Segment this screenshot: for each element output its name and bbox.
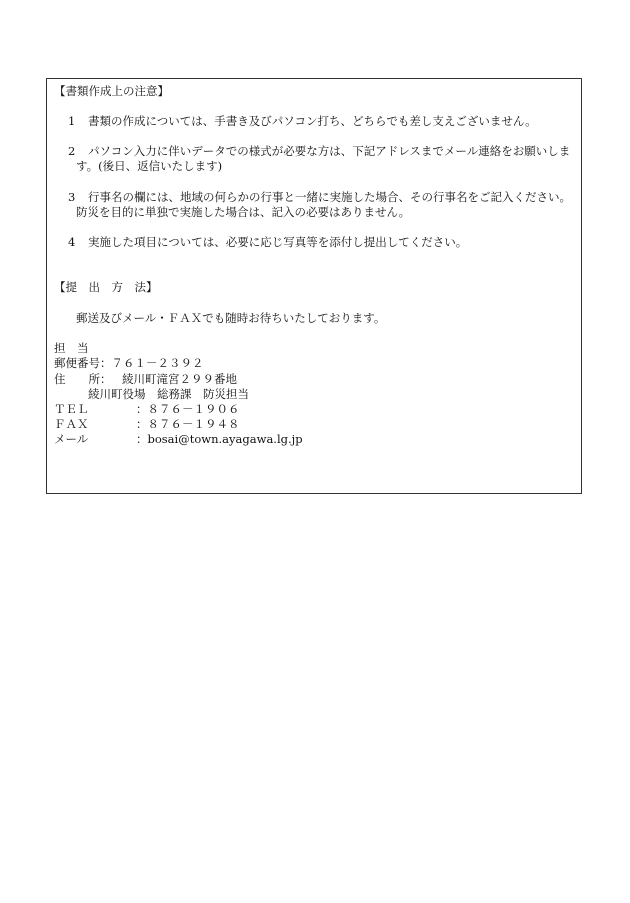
contact-title: 担 当 — [54, 341, 89, 355]
note-3-number: 3 — [68, 190, 76, 204]
note-1-text: 書類の作成については、手書き及びパソコン打ち、どちらでも差し支えございません。 — [88, 114, 537, 128]
note-3-text-line2: 防災を目的に単独で実施した場合は、記入の必要はありません。 — [76, 205, 411, 219]
note-4-text: 実施した項目については、必要に応じ写真等を添付し提出してください。 — [88, 235, 468, 249]
note-2-text-line2: す。(後日、返信いたします) — [76, 159, 223, 173]
note-2-number: 2 — [68, 144, 76, 158]
contact-fax: ：８７６－１９４８ — [136, 417, 240, 431]
contact-tel: ：８７６－１９０６ — [136, 402, 240, 416]
note-4-number: 4 — [68, 235, 76, 249]
contact-mail-label: メール — [54, 432, 89, 446]
contact-postal: 郵便番号：７６１－２３９２ — [54, 356, 204, 370]
contact-office: 綾川町役場 総務課 防災担当 — [88, 387, 249, 401]
submission-text: 郵送及びメール・ＦＡＸでも随時お待ちいたしております。 — [76, 311, 386, 325]
note-1-number: 1 — [68, 114, 76, 128]
notes-heading: 【書類作成上の注意】 — [54, 84, 169, 98]
contact-tel-label: ＴＥＬ — [54, 402, 89, 416]
submission-heading: 【提 出 方 法】 — [54, 280, 158, 294]
note-2-text-line1: パソコン入力に伴いデータでの様式が必要な方は、下記アドレスまでメール連絡をお願いしま — [88, 144, 571, 158]
contact-address: 綾川町滝宮２９９番地 — [122, 372, 237, 386]
contact-address-label: 住 所： — [54, 372, 112, 386]
note-3-text-line1: 行事名の欄には、地域の何らかの行事と一緒に実施した場合、その行事名をご記入ください。 — [88, 190, 571, 204]
contact-fax-label: ＦＡＸ — [54, 417, 89, 431]
contact-mail: ：bosai@town.ayagawa.lg.jp — [136, 432, 303, 446]
